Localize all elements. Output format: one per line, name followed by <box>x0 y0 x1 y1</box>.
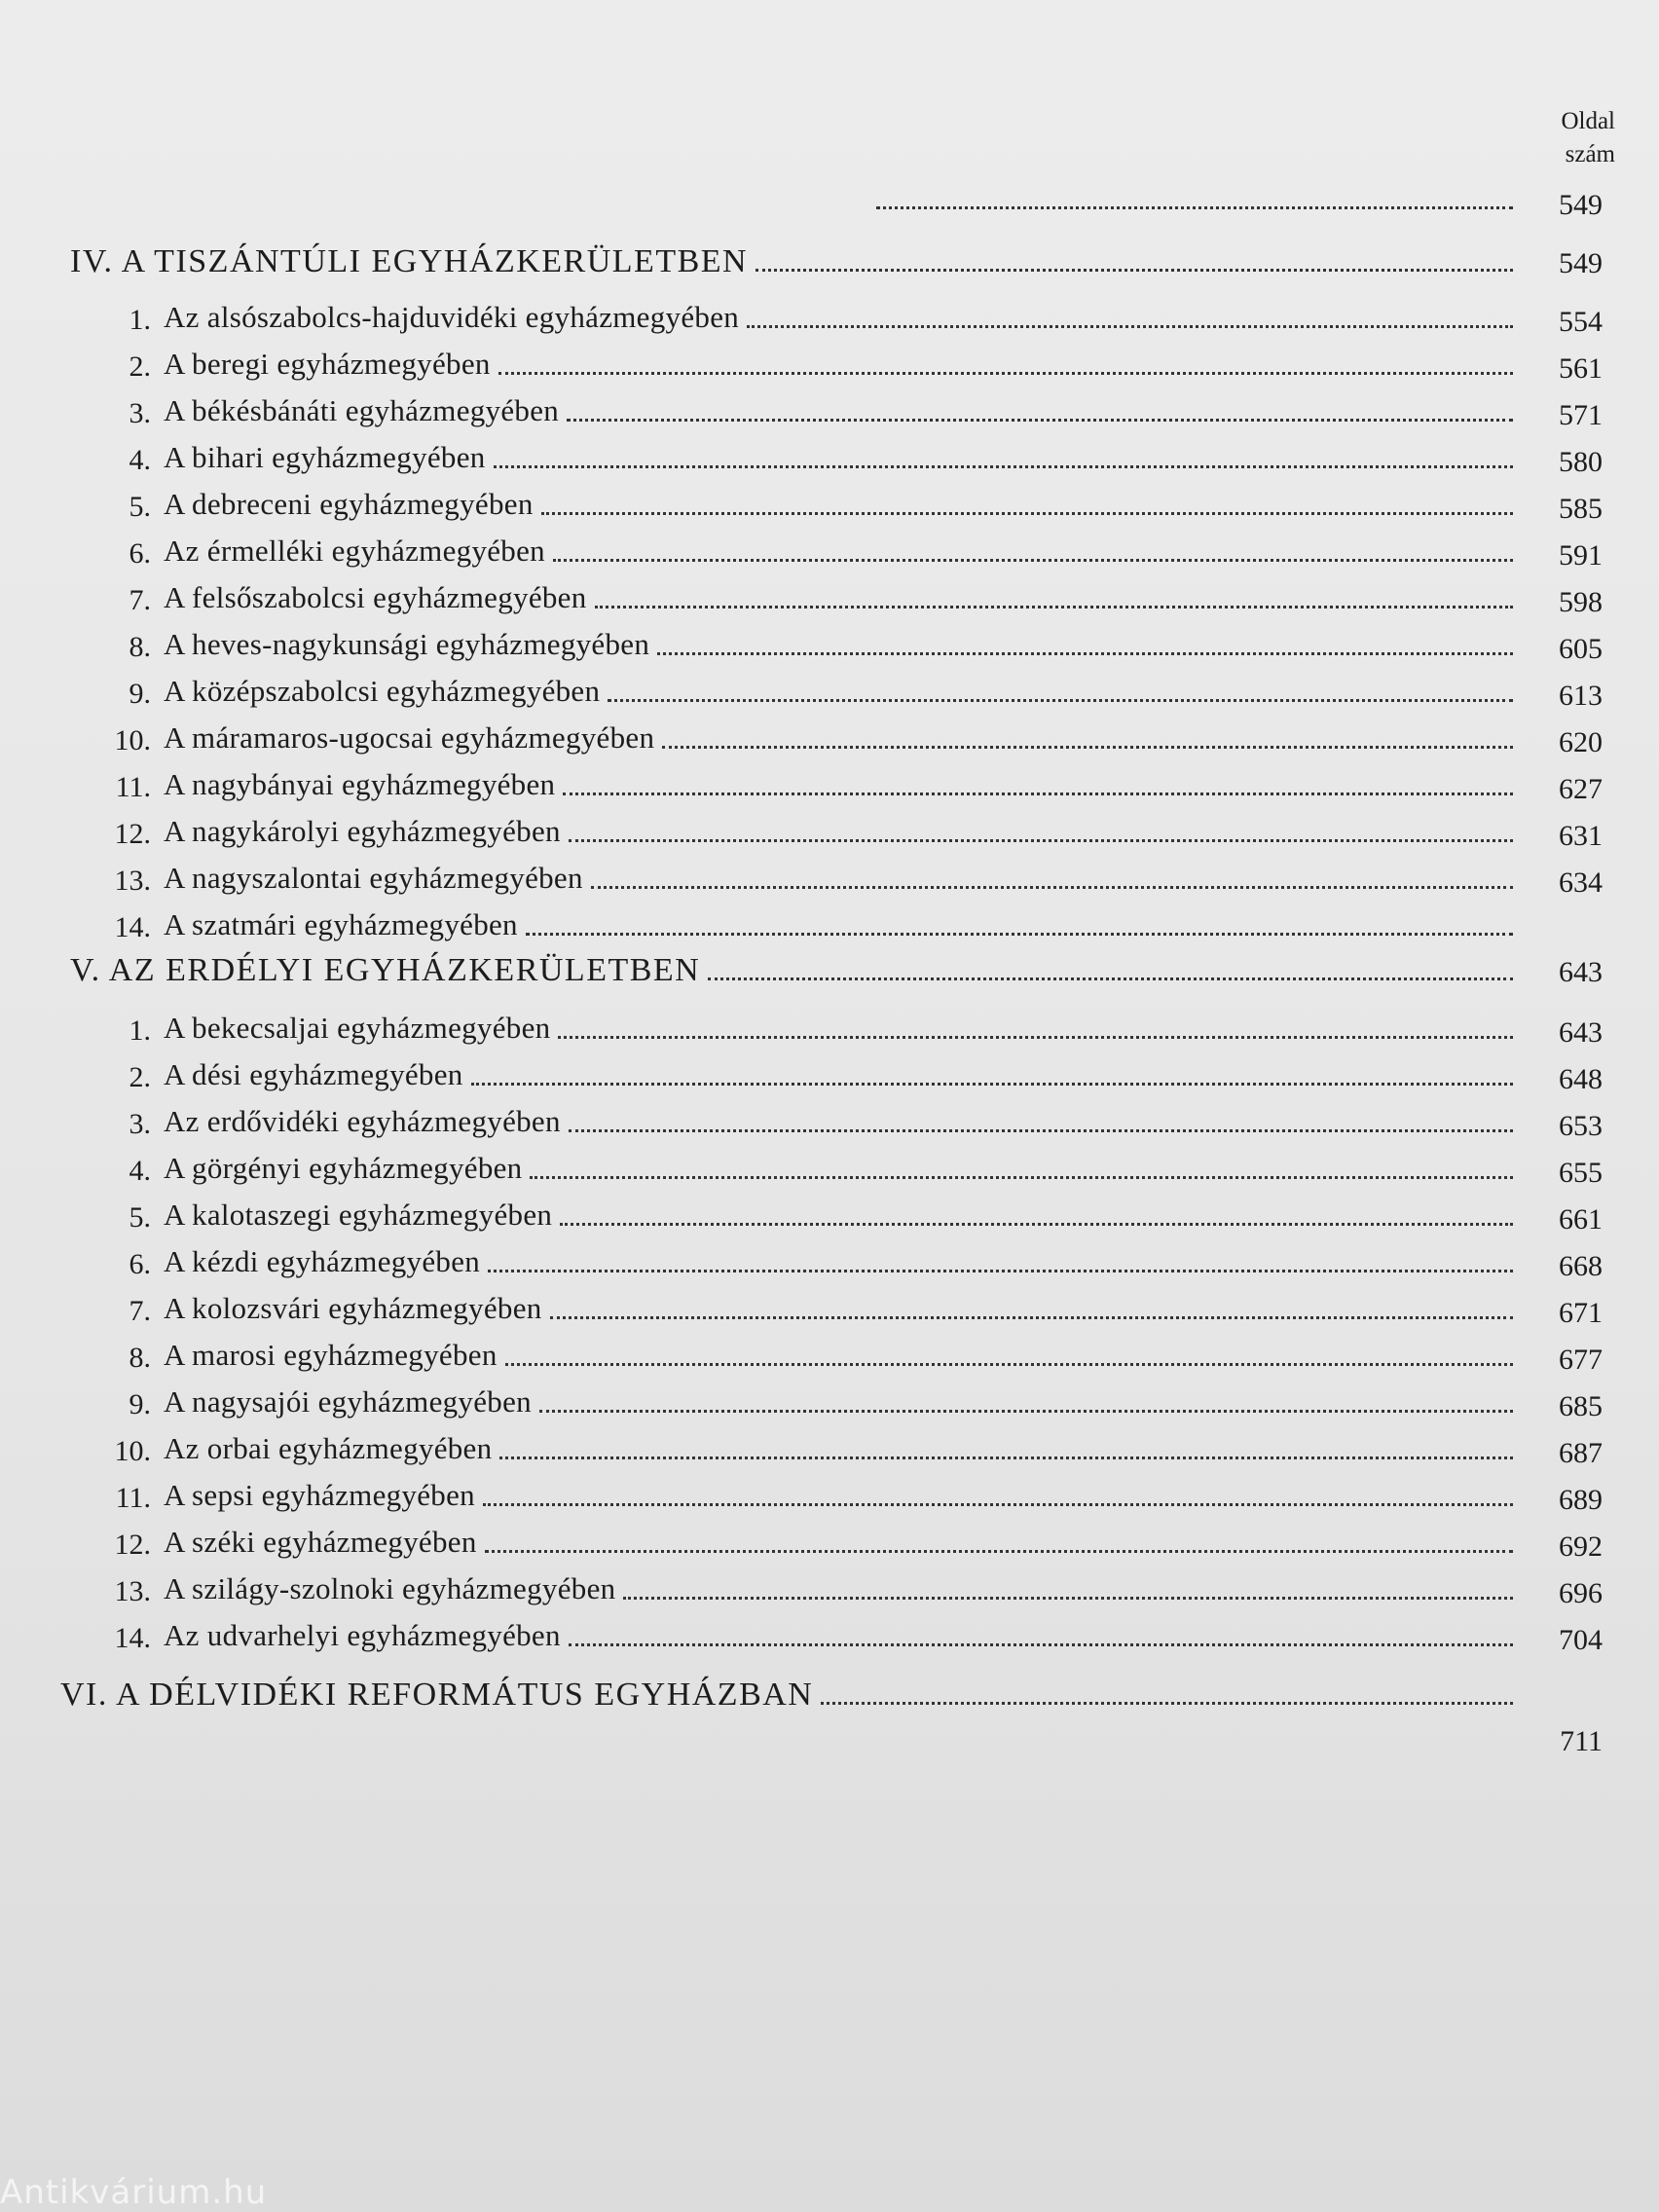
toc-item-row <box>0 1384 1659 1423</box>
toc-page-number: 585 <box>1559 493 1603 525</box>
dot-leader <box>591 882 1513 889</box>
toc-item-number: 13. <box>114 865 151 897</box>
toc-item-label: A bihari egyházmegyében <box>164 440 486 474</box>
toc-page-number: 661 <box>1559 1203 1603 1235</box>
toc-item-number: 14. <box>114 911 151 943</box>
toc-item-label: A máramaros-ugocsai egyházmegyében <box>164 720 655 755</box>
toc-page-number: 677 <box>1559 1344 1603 1376</box>
toc-page-number: 613 <box>1559 680 1603 712</box>
toc-item-label: Az érmelléki egyházmegyében <box>164 534 545 568</box>
dot-leader <box>821 1698 1513 1705</box>
toc-item-number: 4. <box>129 444 151 476</box>
toc-item-label: Az orbai egyházmegyében <box>164 1431 493 1465</box>
toc-item-label: A debreceni egyházmegyében <box>164 487 534 521</box>
toc-item-label: A beregi egyházmegyében <box>164 347 491 381</box>
toc-page-number: 554 <box>1559 306 1603 338</box>
toc-page-number: 704 <box>1559 1624 1603 1656</box>
page-number-column-header <box>1561 105 1615 171</box>
toc-item-row <box>0 534 1659 572</box>
toc-item-label: A szilágy-szolnoki egyházmegyében <box>164 1571 616 1605</box>
toc-item-row <box>0 1618 1659 1657</box>
toc-item-row <box>0 1291 1659 1330</box>
toc-item-number: 6. <box>129 537 151 570</box>
toc-item-label: A nagyszalontai egyházmegyében <box>164 861 583 895</box>
dot-leader <box>505 1359 1513 1366</box>
toc-item-row <box>0 393 1659 432</box>
toc-page-number: 598 <box>1559 586 1603 618</box>
toc-item-row <box>0 1057 1659 1096</box>
toc-item-row <box>0 347 1659 386</box>
toc-page-number: 643 <box>1559 956 1603 988</box>
toc-item-number: 2. <box>129 350 151 383</box>
toc-page-number: 605 <box>1559 633 1603 665</box>
dot-leader <box>708 974 1513 980</box>
toc-item-row <box>0 720 1659 759</box>
toc-item-number: 10. <box>114 1435 151 1467</box>
toc-item-label: A kézdi egyházmegyében <box>164 1244 481 1278</box>
toc-item-number: 11. <box>115 771 151 803</box>
toc-item-number: 5. <box>129 491 151 523</box>
dot-leader <box>747 321 1513 328</box>
toc-page-number: 634 <box>1559 866 1603 899</box>
toc-item-label: A kolozsvári egyházmegyében <box>164 1291 542 1325</box>
dot-leader <box>499 1453 1513 1459</box>
toc-page-number: 631 <box>1559 820 1603 852</box>
watermark: Antikvárium.hu <box>0 2173 268 2212</box>
toc-page-number: 711 <box>1560 1725 1603 1757</box>
toc-item-number: 11. <box>115 1482 151 1514</box>
toc-section-title: V. AZ ERDÉLYI EGYHÁZKERÜLETBEN <box>70 952 701 988</box>
dot-leader <box>623 1593 1513 1600</box>
toc-item-label: A heves-nagykunsági egyházmegyében <box>164 627 650 661</box>
toc-item-number: 13. <box>114 1575 151 1607</box>
toc-page-number: 620 <box>1559 726 1603 758</box>
toc-section-title: VI. A DÉLVIDÉKI REFORMÁTUS EGYHÁZBAN <box>60 1677 814 1713</box>
toc-item-label: A görgényi egyházmegyében <box>164 1151 523 1185</box>
header-line-1: Oldal <box>1561 108 1615 134</box>
toc-page-number: 549 <box>1559 247 1603 279</box>
toc-item-label: A dési egyházmegyében <box>164 1057 463 1091</box>
toc-item-row <box>0 580 1659 619</box>
dot-leader <box>485 1546 1513 1553</box>
toc-item-label: Az alsószabolcs-hajduvidéki egyházmegyében <box>164 300 740 334</box>
toc-item-row <box>0 767 1659 806</box>
header-line-2: szám <box>1565 141 1615 167</box>
toc-item-row <box>0 1011 1659 1050</box>
toc-item-number: 7. <box>129 584 151 616</box>
toc-page-number: 655 <box>1559 1157 1603 1189</box>
toc-item-row <box>0 1525 1659 1564</box>
toc-item-label: A kalotaszegi egyházmegyében <box>164 1198 553 1232</box>
toc-item-row <box>0 861 1659 900</box>
toc-page-number: 549 <box>1559 189 1603 221</box>
toc-item-number: 9. <box>129 1388 151 1420</box>
toc-item-number: 3. <box>129 397 151 429</box>
toc-item-row <box>0 627 1659 666</box>
toc-page-number: 685 <box>1559 1390 1603 1422</box>
dot-leader <box>494 461 1513 468</box>
dot-leader <box>569 835 1513 842</box>
toc-item-label: Az udvarhelyi egyházmegyében <box>164 1618 561 1652</box>
toc-item-label: A marosi egyházmegyében <box>164 1338 498 1372</box>
toc-item-number: 8. <box>129 631 151 663</box>
toc-page-number: 696 <box>1559 1577 1603 1609</box>
toc-page-number: 687 <box>1559 1437 1603 1469</box>
dot-leader <box>569 1640 1513 1646</box>
toc-item-label: A nagybányai egyházmegyében <box>164 767 556 801</box>
toc-item-row <box>0 674 1659 713</box>
toc-item-number: 2. <box>129 1061 151 1093</box>
dot-leader <box>569 1125 1513 1132</box>
toc-section-row <box>0 1677 1659 1715</box>
toc-page-number: 671 <box>1559 1297 1603 1329</box>
toc-item-row <box>0 1151 1659 1190</box>
toc-item-row <box>0 1431 1659 1470</box>
toc-item-row <box>0 440 1659 479</box>
dot-leader <box>876 203 1513 209</box>
toc-page-number: 653 <box>1559 1110 1603 1142</box>
dot-leader <box>541 508 1513 515</box>
toc-item-row <box>0 1478 1659 1517</box>
toc-item-row <box>0 1198 1659 1236</box>
toc-item-label: A középszabolcsi egyházmegyében <box>164 674 601 708</box>
toc-item-row <box>0 300 1659 339</box>
dot-leader <box>657 648 1513 655</box>
toc-page-number: 571 <box>1559 399 1603 431</box>
dot-leader <box>483 1499 1513 1506</box>
toc-row-page-only <box>0 1725 1659 1764</box>
dot-leader <box>756 265 1513 272</box>
toc-item-row <box>0 1338 1659 1377</box>
toc-item-number: 3. <box>129 1108 151 1140</box>
toc-page-number: 692 <box>1559 1530 1603 1563</box>
toc-item-number: 14. <box>114 1622 151 1654</box>
toc-item-row <box>0 907 1659 946</box>
toc-item-number: 6. <box>129 1248 151 1280</box>
dot-leader <box>498 368 1513 375</box>
dot-leader <box>471 1079 1513 1086</box>
dot-leader <box>662 742 1513 749</box>
toc-page-number: 668 <box>1559 1250 1603 1282</box>
toc-page-number: 591 <box>1559 539 1603 571</box>
toc-page-number: 648 <box>1559 1063 1603 1095</box>
toc-item-number: 1. <box>129 304 151 336</box>
toc-page-number: 643 <box>1559 1016 1603 1049</box>
toc-item-number: 4. <box>129 1155 151 1187</box>
toc-item-label: A széki egyházmegyében <box>164 1525 477 1559</box>
toc-item-number: 1. <box>129 1014 151 1047</box>
toc-page-number: 689 <box>1559 1484 1603 1516</box>
dot-leader <box>595 602 1513 608</box>
toc-item-number: 8. <box>129 1342 151 1374</box>
dot-leader <box>563 789 1513 795</box>
toc-page-number: 627 <box>1559 773 1603 805</box>
toc-item-label: A sepsi egyházmegyében <box>164 1478 475 1512</box>
dot-leader <box>553 555 1513 562</box>
toc-item-number: 10. <box>114 724 151 756</box>
dot-leader <box>539 1406 1513 1413</box>
toc-section-row <box>0 243 1659 282</box>
toc-row-top <box>0 187 1659 226</box>
toc-item-row <box>0 487 1659 526</box>
toc-item-label: A felsőszabolcsi egyházmegyében <box>164 580 587 614</box>
toc-item-label: A nagykárolyi egyházmegyében <box>164 814 561 848</box>
dot-leader <box>558 1032 1513 1039</box>
toc-item-label: A szatmári egyházmegyében <box>164 907 518 941</box>
toc-item-number: 5. <box>129 1201 151 1234</box>
toc-section-row <box>0 952 1659 991</box>
dot-leader <box>567 415 1513 422</box>
toc-item-number: 12. <box>114 1529 151 1561</box>
toc-item-row <box>0 1571 1659 1610</box>
toc-page-number: 580 <box>1559 446 1603 478</box>
toc-item-label: A békésbánáti egyházmegyében <box>164 393 560 427</box>
toc-item-row <box>0 814 1659 853</box>
dot-leader <box>488 1266 1513 1272</box>
toc-item-label: Az erdővidéki egyházmegyében <box>164 1104 561 1138</box>
dot-leader <box>550 1312 1513 1319</box>
toc-item-label: A bekecsaljai egyházmegyében <box>164 1011 551 1045</box>
dot-leader <box>560 1219 1513 1226</box>
toc-page-number: 561 <box>1559 352 1603 385</box>
dot-leader <box>530 1172 1513 1179</box>
toc-item-row <box>0 1244 1659 1283</box>
toc-item-number: 9. <box>129 678 151 710</box>
toc-item-label: A nagysajói egyházmegyében <box>164 1384 532 1419</box>
toc-item-number: 12. <box>114 818 151 850</box>
dot-leader <box>608 695 1513 702</box>
toc-section-title: IV. A TISZÁNTÚLI EGYHÁZKERÜLETBEN <box>70 243 749 279</box>
dot-leader <box>526 929 1513 936</box>
toc-item-row <box>0 1104 1659 1143</box>
toc-item-number: 7. <box>129 1295 151 1327</box>
